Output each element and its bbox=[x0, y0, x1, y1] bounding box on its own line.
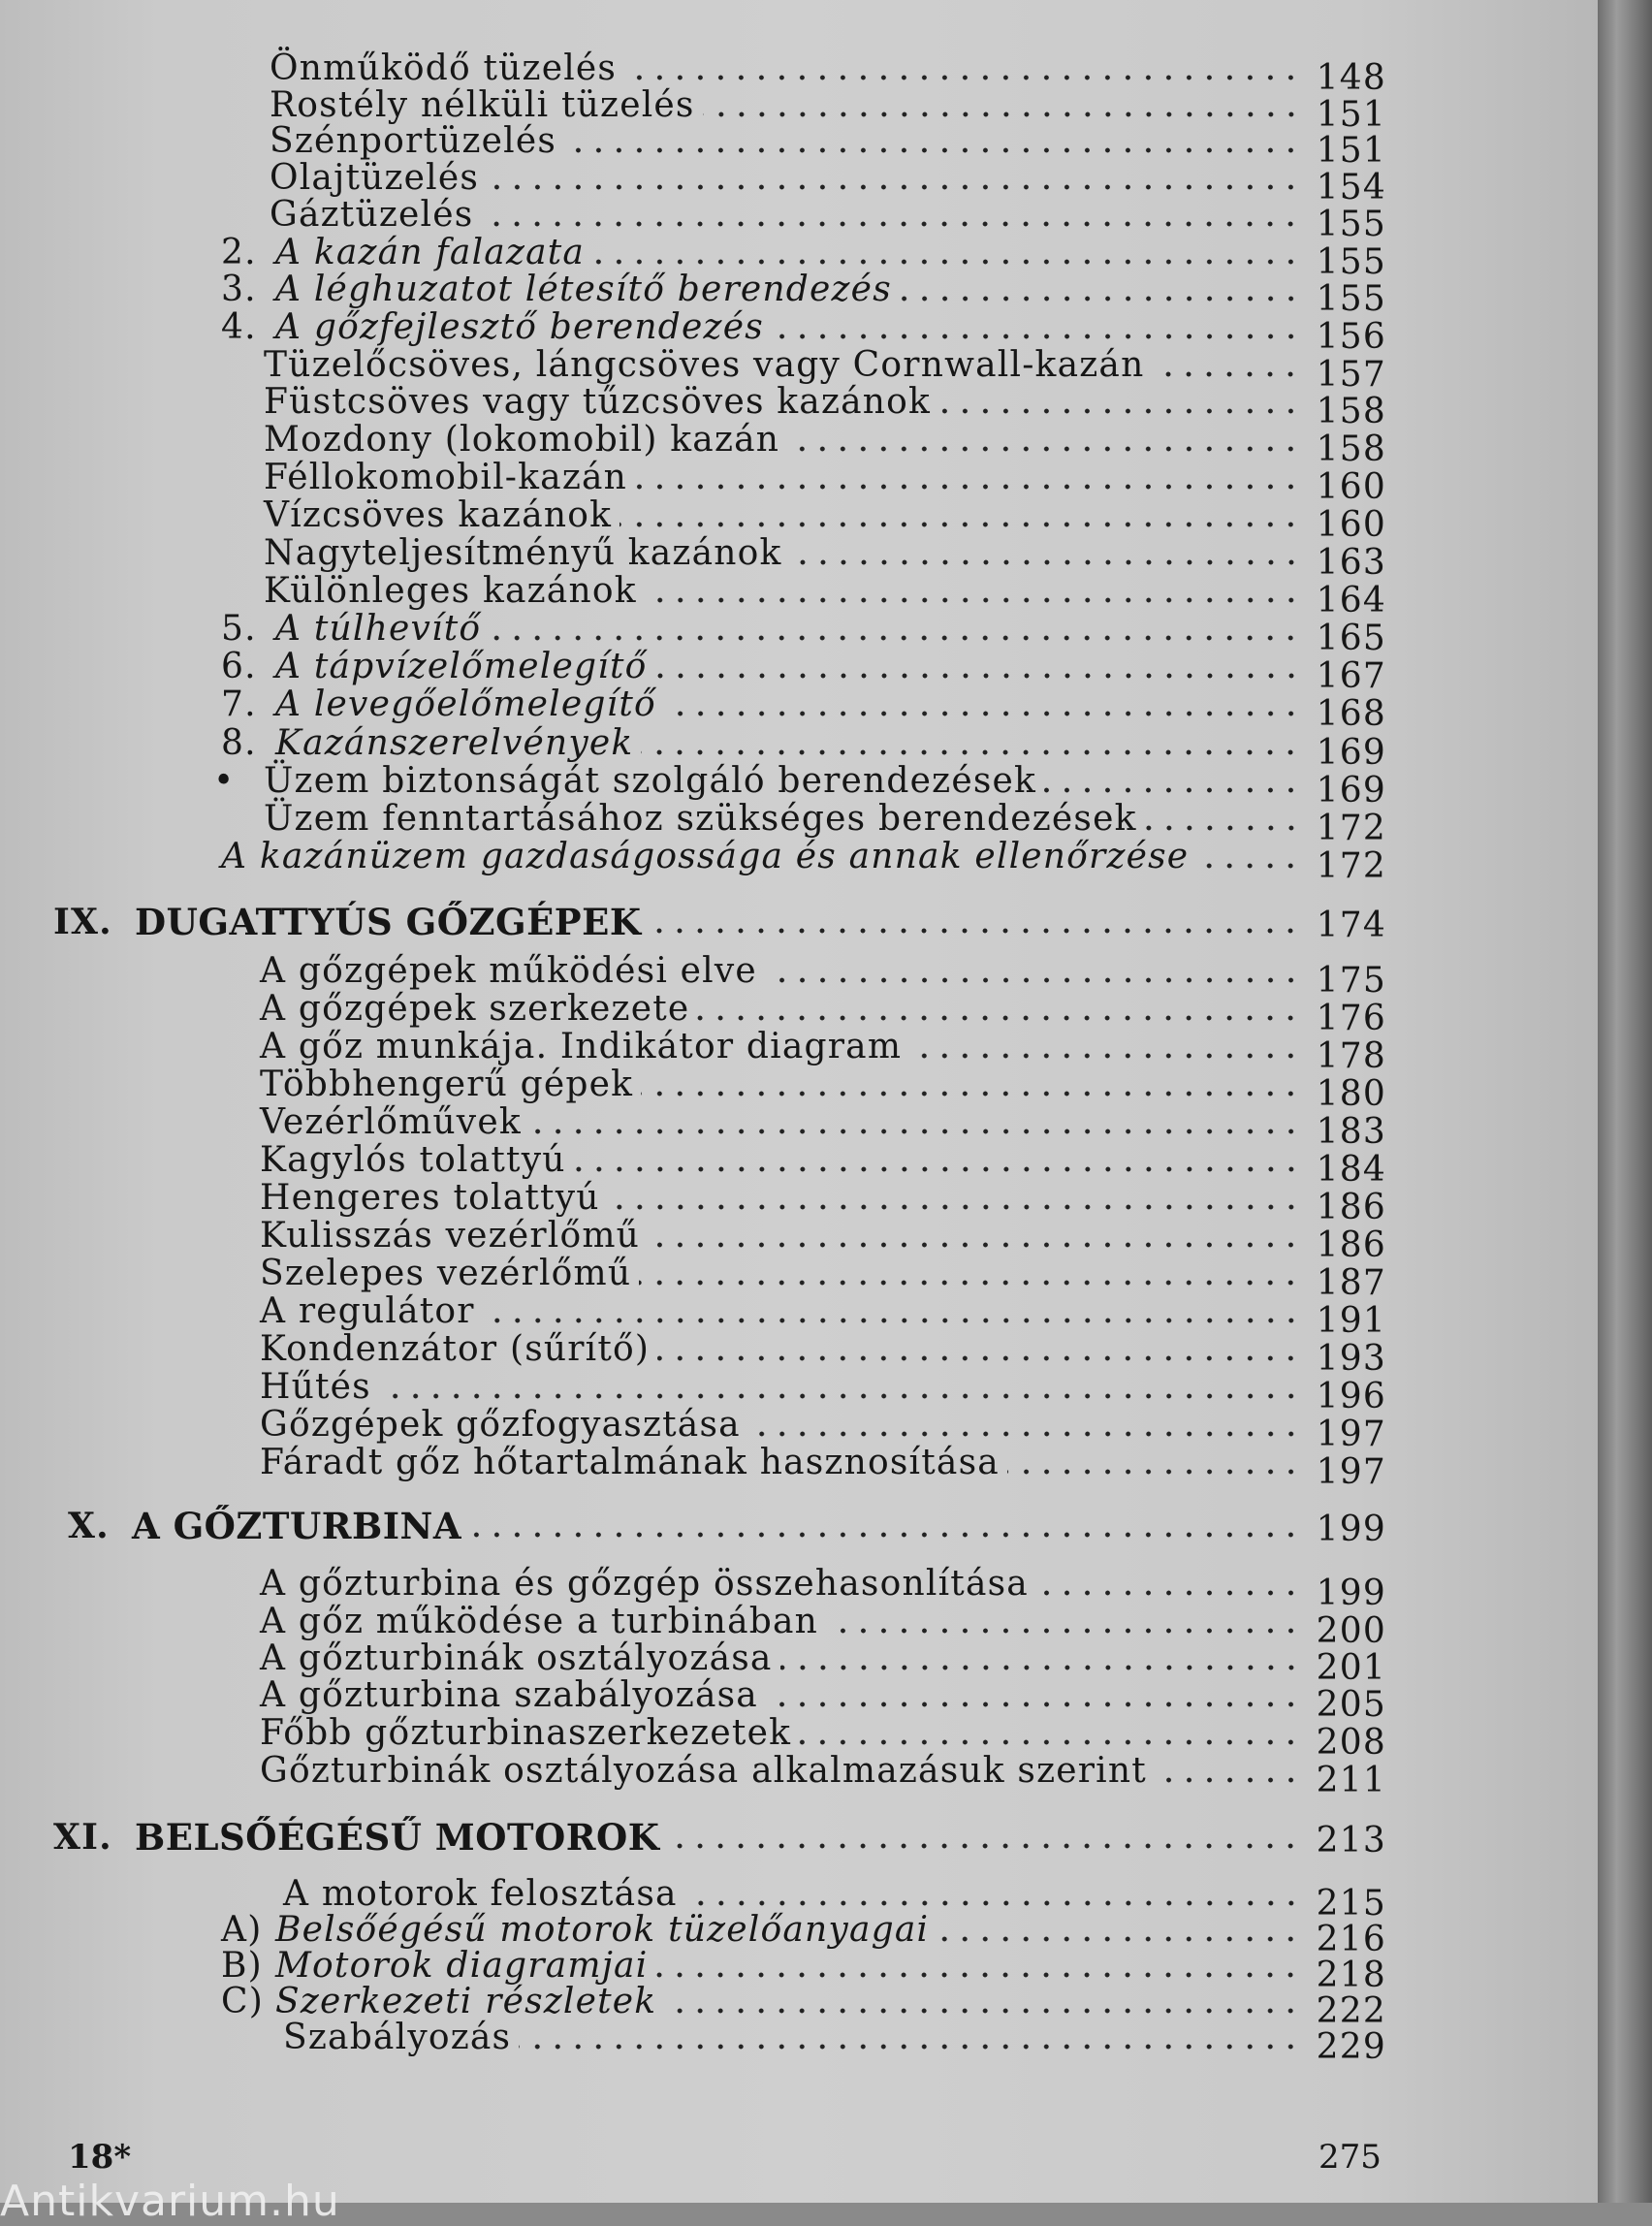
toc-entry bbox=[270, 48, 1386, 98]
dot-leader bbox=[748, 1431, 1301, 1437]
dot-leader bbox=[481, 221, 1301, 227]
toc-entry-number: 2. bbox=[221, 233, 257, 272]
toc-entry-page: 169 bbox=[1316, 733, 1386, 773]
dot-leader bbox=[645, 597, 1301, 603]
toc-entry-title: A gőzgépek működési elve bbox=[260, 951, 757, 991]
toc-entry bbox=[260, 1329, 1386, 1379]
toc-entry-page: 154 bbox=[1316, 168, 1386, 207]
dot-leader bbox=[780, 1665, 1301, 1670]
dot-leader bbox=[564, 147, 1301, 153]
toc-entry-number: X. bbox=[68, 1506, 110, 1546]
toc-entry-title: Belsőégésű motorok tüzelőanyagai bbox=[275, 1910, 930, 1950]
toc-entry-number: 6. bbox=[221, 647, 257, 686]
dot-leader bbox=[703, 111, 1301, 117]
toc-entry-page: 180 bbox=[1316, 1074, 1386, 1114]
toc-entry-page: 165 bbox=[1316, 619, 1386, 658]
toc-entry bbox=[260, 1405, 1386, 1454]
toc-entry-title: DUGATTYÚS GŐZGÉPEK bbox=[135, 901, 642, 943]
toc-entry-page: 197 bbox=[1316, 1415, 1386, 1454]
dot-leader bbox=[1152, 371, 1301, 377]
toc-entry bbox=[264, 571, 1386, 620]
dot-leader bbox=[799, 1739, 1301, 1745]
dot-leader bbox=[655, 673, 1302, 679]
toc-entry-title: Fáradt gőz hőtartalmának hasznosítása bbox=[260, 1443, 1000, 1482]
toc-entry-page: 160 bbox=[1316, 467, 1386, 507]
toc-entry bbox=[264, 345, 1386, 395]
toc-entry-page: 176 bbox=[1316, 999, 1386, 1038]
dot-leader bbox=[639, 1280, 1301, 1286]
toc-entry bbox=[260, 1713, 1386, 1763]
toc-entry-page: 151 bbox=[1316, 95, 1386, 135]
dot-leader bbox=[624, 75, 1301, 80]
dot-leader bbox=[937, 1936, 1301, 1942]
toc-entry-title: Üzem biztonságát szolgáló berendezések bbox=[264, 761, 1037, 801]
toc-entry-title: Vízcsöves kazánok bbox=[264, 495, 613, 535]
dot-leader bbox=[664, 2008, 1301, 2014]
dot-leader bbox=[655, 1972, 1301, 1978]
toc-entry bbox=[270, 121, 1386, 171]
toc-entry-title: Üzem fenntartásához szükséges berendezések bbox=[264, 799, 1137, 839]
toc-entry bbox=[221, 270, 1386, 319]
toc-entry-title: A gőzturbina szabályozása bbox=[260, 1675, 758, 1715]
dot-leader bbox=[664, 711, 1301, 716]
toc-entry-number: • bbox=[213, 761, 236, 801]
dot-leader bbox=[790, 559, 1301, 565]
dot-leader bbox=[529, 1129, 1301, 1134]
toc-entry-number: 7. bbox=[221, 684, 257, 724]
dot-leader bbox=[608, 1204, 1301, 1210]
toc-entry-title: BELSŐÉGÉSŰ MOTOROK bbox=[135, 1816, 660, 1859]
toc-entry bbox=[264, 382, 1386, 431]
dot-leader bbox=[667, 1843, 1301, 1849]
toc-entry-title: A tápvízelőmelegítő bbox=[275, 647, 648, 686]
dot-leader bbox=[1155, 1777, 1301, 1783]
toc-entry bbox=[260, 1443, 1386, 1492]
toc-entry bbox=[260, 1027, 1386, 1076]
toc-entry bbox=[260, 1254, 1386, 1303]
toc-entry-title: Olajtüzelés bbox=[270, 158, 480, 198]
toc-entry-title: A gőz működése a turbinában bbox=[260, 1602, 819, 1641]
toc-entry-page: 160 bbox=[1316, 505, 1386, 545]
dot-leader bbox=[620, 522, 1301, 527]
toc-entry bbox=[260, 1367, 1386, 1416]
toc-entry-page: 157 bbox=[1316, 355, 1386, 395]
toc-entry bbox=[260, 951, 1386, 1001]
toc-entry-title: Önműködő tüzelés bbox=[270, 48, 618, 88]
toc-entry bbox=[260, 1675, 1386, 1725]
toc-entry-page: 196 bbox=[1316, 1377, 1386, 1416]
toc-entry bbox=[68, 1505, 1386, 1549]
toc-entry-page: 175 bbox=[1316, 961, 1386, 1001]
toc-entry-title: Rostély nélküli tüzelés bbox=[270, 85, 695, 125]
toc-entry-number: 5. bbox=[221, 609, 257, 649]
toc-entry-title: Kagylós tolattyú bbox=[260, 1140, 566, 1180]
dot-leader bbox=[489, 635, 1301, 641]
toc-entry-page: 216 bbox=[1316, 1920, 1386, 1959]
footer-left-signature: 18* bbox=[68, 2138, 132, 2177]
watermark: Antikvarium.hu bbox=[0, 2177, 340, 2226]
toc-entry-page: 191 bbox=[1316, 1301, 1386, 1341]
dot-leader bbox=[766, 1701, 1301, 1707]
toc-entry-title: Gáztüzelés bbox=[270, 195, 474, 235]
toc-entry bbox=[270, 85, 1386, 135]
toc-entry bbox=[264, 458, 1386, 507]
toc-entry-title: A motorok felosztása bbox=[283, 1874, 678, 1914]
toc-entry-title: A levegőelőmelegítő bbox=[275, 684, 656, 724]
toc-entry-page: 172 bbox=[1316, 809, 1386, 848]
toc-entry bbox=[260, 1564, 1386, 1613]
toc-entry-title: Motorok diagramjai bbox=[275, 1946, 649, 1986]
toc-entry-page: 208 bbox=[1316, 1723, 1386, 1763]
toc-entry-title: A kazánüzem gazdaságossága és annak ellenőrzése bbox=[221, 837, 1190, 876]
toc-entry-number: 4. bbox=[221, 307, 257, 347]
toc-entry-title: Főbb gőzturbinaszerkezetek bbox=[260, 1713, 792, 1753]
toc-entry bbox=[264, 533, 1386, 583]
toc-entry-page: 183 bbox=[1316, 1112, 1386, 1152]
toc-entry bbox=[213, 761, 1386, 811]
toc-entry-title: Mozdony (lokomobil) kazán bbox=[264, 420, 780, 460]
dot-leader bbox=[648, 1242, 1301, 1248]
toc-entry-number: 3. bbox=[221, 270, 257, 309]
toc-entry-title: A GŐZTURBINA bbox=[132, 1505, 462, 1547]
toc-entry-page: 168 bbox=[1316, 694, 1386, 734]
toc-entry-title: Hengeres tolattyú bbox=[260, 1178, 600, 1218]
toc-entry bbox=[221, 684, 1386, 734]
toc-entry bbox=[221, 1946, 1386, 1995]
dot-leader bbox=[635, 484, 1301, 490]
toc-entry bbox=[221, 609, 1386, 658]
toc-entry-page: 178 bbox=[1316, 1036, 1386, 1076]
toc-entry-title: Kazánszerelvények bbox=[275, 723, 634, 763]
toc-entry-title: Nagyteljesítményű kazánok bbox=[264, 533, 782, 573]
toc-entry bbox=[283, 1874, 1386, 1924]
dot-leader bbox=[641, 749, 1301, 755]
toc-entry-page: 193 bbox=[1316, 1339, 1386, 1379]
toc-entry-number: IX. bbox=[53, 902, 112, 942]
toc-entry bbox=[264, 799, 1386, 848]
toc-entry-title: Szabályozás bbox=[283, 2018, 512, 2057]
toc-entry-title: A gőz munkája. Indikátor diagram bbox=[260, 1027, 903, 1066]
dot-leader bbox=[1007, 1469, 1301, 1475]
toc-entry bbox=[260, 1102, 1386, 1152]
dot-leader bbox=[1036, 1590, 1301, 1596]
toc-entry bbox=[53, 1817, 1386, 1858]
toc-entry-number: 8. bbox=[221, 723, 257, 763]
toc-entry-title: A regulátor bbox=[260, 1291, 475, 1331]
toc-entry bbox=[260, 989, 1386, 1038]
toc-entry bbox=[221, 723, 1386, 773]
dot-leader bbox=[657, 1355, 1301, 1361]
dot-leader bbox=[1196, 863, 1301, 869]
toc-entry-page: 164 bbox=[1316, 581, 1386, 620]
toc-entry bbox=[221, 307, 1386, 357]
dot-leader bbox=[826, 1628, 1301, 1634]
toc-entry bbox=[53, 901, 1386, 945]
toc-entry-page: 172 bbox=[1316, 846, 1386, 886]
book-spine-shadow bbox=[1598, 0, 1652, 2203]
toc-entry-page: 155 bbox=[1316, 242, 1386, 282]
toc-entry bbox=[260, 1602, 1386, 1651]
dot-leader bbox=[685, 1900, 1301, 1906]
toc-entry-title: Füstcsöves vagy tűzcsöves kazánok bbox=[264, 382, 932, 422]
toc-entry-page: 148 bbox=[1316, 58, 1386, 98]
toc-entry bbox=[270, 195, 1386, 244]
toc-entry-page: 158 bbox=[1316, 392, 1386, 431]
toc-entry-title: A léghuzatot létesítő berendezés bbox=[275, 270, 892, 309]
toc-entry-title: A gőzturbinák osztályozása bbox=[260, 1638, 773, 1678]
toc-entry bbox=[260, 1751, 1386, 1800]
toc-entry bbox=[264, 420, 1386, 469]
toc-entry-page: 155 bbox=[1316, 205, 1386, 244]
toc-entry-page: 213 bbox=[1316, 1821, 1386, 1860]
toc-entry bbox=[221, 1982, 1386, 2031]
toc-entry bbox=[260, 1638, 1386, 1688]
toc-entry-page: 218 bbox=[1316, 1956, 1386, 1995]
toc-entry bbox=[264, 495, 1386, 545]
toc-entry bbox=[260, 1291, 1386, 1341]
dot-leader bbox=[909, 1053, 1301, 1059]
toc-entry-page: 199 bbox=[1316, 1510, 1386, 1549]
toc-entry-page: 211 bbox=[1316, 1761, 1386, 1800]
toc-entry-title: Különleges kazánok bbox=[264, 571, 637, 611]
dot-leader bbox=[641, 1091, 1301, 1097]
toc-entry-page: 200 bbox=[1316, 1611, 1386, 1651]
dot-leader bbox=[574, 1166, 1301, 1172]
footer-page-number: 275 bbox=[1318, 2138, 1382, 2177]
toc-entry-title: Féllokomobil-kazán bbox=[264, 458, 628, 497]
toc-entry-title: A túlhevítő bbox=[275, 609, 482, 649]
toc-entry-title: Szelepes vezérlőmű bbox=[260, 1254, 632, 1293]
toc-entry bbox=[270, 158, 1386, 207]
toc-entry-page: 151 bbox=[1316, 131, 1386, 171]
toc-entry-title: A kazán falazata bbox=[275, 233, 586, 272]
toc-entry-page: 169 bbox=[1316, 771, 1386, 811]
toc-entry-number: B) bbox=[221, 1946, 263, 1986]
toc-entry-title: Szerkezeti részletek bbox=[275, 1982, 657, 2021]
dot-leader bbox=[765, 977, 1301, 983]
toc-entry-page: 184 bbox=[1316, 1150, 1386, 1190]
toc-entry bbox=[221, 233, 1386, 282]
toc-entry bbox=[221, 647, 1386, 696]
dot-leader bbox=[519, 2044, 1301, 2050]
toc-entry-page: 229 bbox=[1316, 2027, 1386, 2067]
toc-entry-title: Kulisszás vezérlőmű bbox=[260, 1216, 641, 1256]
toc-entry-page: 163 bbox=[1316, 543, 1386, 583]
toc-entry-page: 201 bbox=[1316, 1648, 1386, 1688]
dot-leader bbox=[469, 1532, 1301, 1538]
toc-entry-page: 205 bbox=[1316, 1685, 1386, 1725]
toc-entry-page: 158 bbox=[1316, 429, 1386, 469]
toc-entry-title: A gőzfejlesztő berendezés bbox=[275, 307, 764, 347]
dot-leader bbox=[1145, 825, 1301, 831]
toc-entry bbox=[221, 837, 1386, 886]
toc-entry-title: Kondenzátor (sűrítő) bbox=[260, 1329, 651, 1369]
toc-entry-page: 174 bbox=[1316, 906, 1386, 945]
dot-leader bbox=[697, 1015, 1301, 1021]
toc-entry-page: 155 bbox=[1316, 279, 1386, 319]
toc-entry bbox=[221, 1910, 1386, 1959]
toc-entry bbox=[260, 1178, 1386, 1227]
toc-entry-title: Gőzturbinák osztályozása alkalmazásuk szerint bbox=[260, 1751, 1147, 1791]
toc-entry-title: Szénportüzelés bbox=[270, 121, 557, 161]
toc-entry-page: 156 bbox=[1316, 317, 1386, 357]
toc-entry-page: 187 bbox=[1316, 1263, 1386, 1303]
dot-leader bbox=[938, 408, 1301, 414]
toc-entry bbox=[260, 1065, 1386, 1114]
toc-entry-title: Hűtés bbox=[260, 1367, 371, 1407]
dot-leader bbox=[787, 446, 1301, 452]
toc-entry-page: 186 bbox=[1316, 1188, 1386, 1227]
toc-entry-title: Tüzelőcsöves, lángcsöves vagy Cornwall-kazán bbox=[264, 345, 1145, 385]
toc-entry bbox=[260, 1216, 1386, 1265]
toc-entry-page: 222 bbox=[1316, 1991, 1386, 2031]
toc-entry-page: 215 bbox=[1316, 1884, 1386, 1924]
toc-entry bbox=[283, 2018, 1386, 2067]
toc-entry-page: 186 bbox=[1316, 1225, 1386, 1265]
toc-entry-title: A gőzturbina és gőzgép összehasonlítása bbox=[260, 1564, 1029, 1604]
dot-leader bbox=[483, 1318, 1301, 1323]
toc-entry-title: Többhengerű gépek bbox=[260, 1065, 634, 1104]
toc-entry-page: 199 bbox=[1316, 1574, 1386, 1613]
toc-entry-number: C) bbox=[221, 1982, 264, 2021]
toc-entry-page: 167 bbox=[1316, 656, 1386, 696]
dot-leader bbox=[900, 296, 1301, 302]
dot-leader bbox=[772, 334, 1301, 339]
dot-leader bbox=[1044, 787, 1301, 793]
toc-entry-title: Gőzgépek gőzfogyasztása bbox=[260, 1405, 741, 1445]
toc-entry-title: Vezérlőművek bbox=[260, 1102, 522, 1142]
toc-entry bbox=[260, 1140, 1386, 1190]
toc-entry-number: A) bbox=[221, 1910, 263, 1950]
dot-leader bbox=[487, 184, 1301, 190]
toc-entry-number: XI. bbox=[53, 1817, 112, 1858]
toc-entry-page: 197 bbox=[1316, 1452, 1386, 1492]
dot-leader bbox=[379, 1393, 1301, 1399]
dot-leader bbox=[649, 928, 1301, 934]
toc-entry-title: A gőzgépek szerkezete bbox=[260, 989, 690, 1029]
dot-leader bbox=[592, 259, 1301, 265]
